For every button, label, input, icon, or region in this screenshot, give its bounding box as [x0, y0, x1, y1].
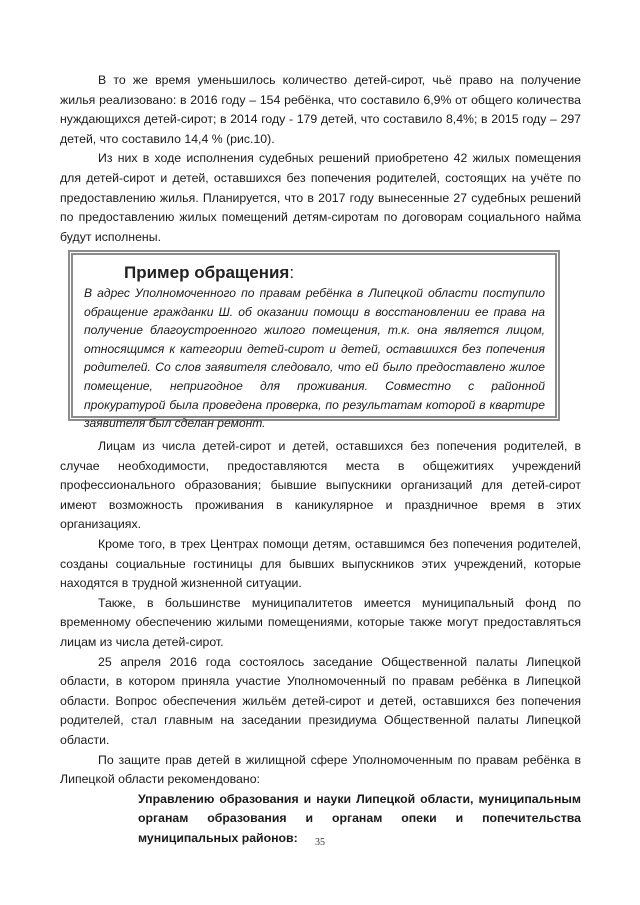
bottom-text-block: [60, 437, 581, 848]
paragraph-court-decisions: Из них в ходе исполнения судебных решений приобретено 42 жилых помещения для детей-сирот и детей, оставшихся без попечения родителей, состоящих на учёте по предоставлению жилья. Планируется, что в 2017 году вынесенные 27 судебных решений по предоставлению жилых помещений детям-сиротам по договорам социального найма будут исполнены.: [60, 151, 581, 244]
recommendation-heading: Управлению образования и науки Липецкой области, муниципальным органам образования и органам опеки и попечительства муниципальных районов:: [138, 791, 581, 845]
example-box: [68, 250, 560, 431]
example-title: [124, 262, 545, 284]
example-title-colon: :: [289, 263, 295, 282]
paragraph-social-hotels: Кроме того, в трех Центрах помощи детям, оставшимся без попечения родителей, созданы социальные гостиницы для бывших выпускников этих учреждений, которые находятся в трудной жизненной ситуации.: [60, 536, 581, 591]
paragraph-recommended: По защите прав детей в жилищной сфере Уполномоченным по правам ребёнка в Липецкой области рекомендовано:: [60, 752, 581, 787]
page-number: 35: [315, 837, 325, 848]
paragraph-housing-decrease: В то же время уменьшилось количество детей-сирот, чьё право на получение жилья реализовано: в 2016 году – 154 ребёнка, что составило 6,9% от общего количества нуждающихся детей-сирот; в 2014 году - 179 детей, что составило 8,4%; в 2015 году – 297 детей, что составило 14,4 % (рис.10).: [60, 73, 581, 146]
example-body: В адрес Уполномоченного по правам ребёнка в Липецкой области поступило обращение гражданки Ш. об оказании помощи в восстановлении ее права на получение благоустроенного жилого помещения, т.к. она является лицом, относящимся к категории детей-сирот и детей, оставшихся без попечения родителей. Со слов заявителя следовало, что ей было предоставлено жилое помещение, непригодное для проживания. Совместно с районной прокуратурой была проведена проверка, по результатам которой в квартире заявителя был сделан ремонт.: [84, 286, 545, 431]
paragraph-public-chamber: 25 апреля 2016 года состоялось заседание Общественной палаты Липецкой области, в котором приняла участие Уполномоченный по правам ребёнка в Липецкой области. Вопрос обеспечения жильём детей-сирот и детей, оставшихся без попечения родителей, стал главным на заседании президиума Общественной палаты Липецкой области.: [60, 654, 581, 747]
paragraph-dormitories: Лицам из числа детей-сирот и детей, оставшихся без попечения родителей, в случае необходимости, предоставляются места в общежитиях учреждений профессионального образования; бывшие выпускники организаций для детей-сирот имеют возможность проживания в каникулярное и праздничное время в этих организациях.: [60, 439, 581, 532]
top-text-block: [60, 71, 581, 247]
paragraph-municipal-fund: Также, в большинстве муниципалитетов имеется муниципальный фонд по временному обеспечению жилыми помещениями, которые также могут предоставляться лицам из числа детей-сирот.: [60, 595, 581, 649]
example-title-text: Пример обращения: [124, 263, 290, 282]
